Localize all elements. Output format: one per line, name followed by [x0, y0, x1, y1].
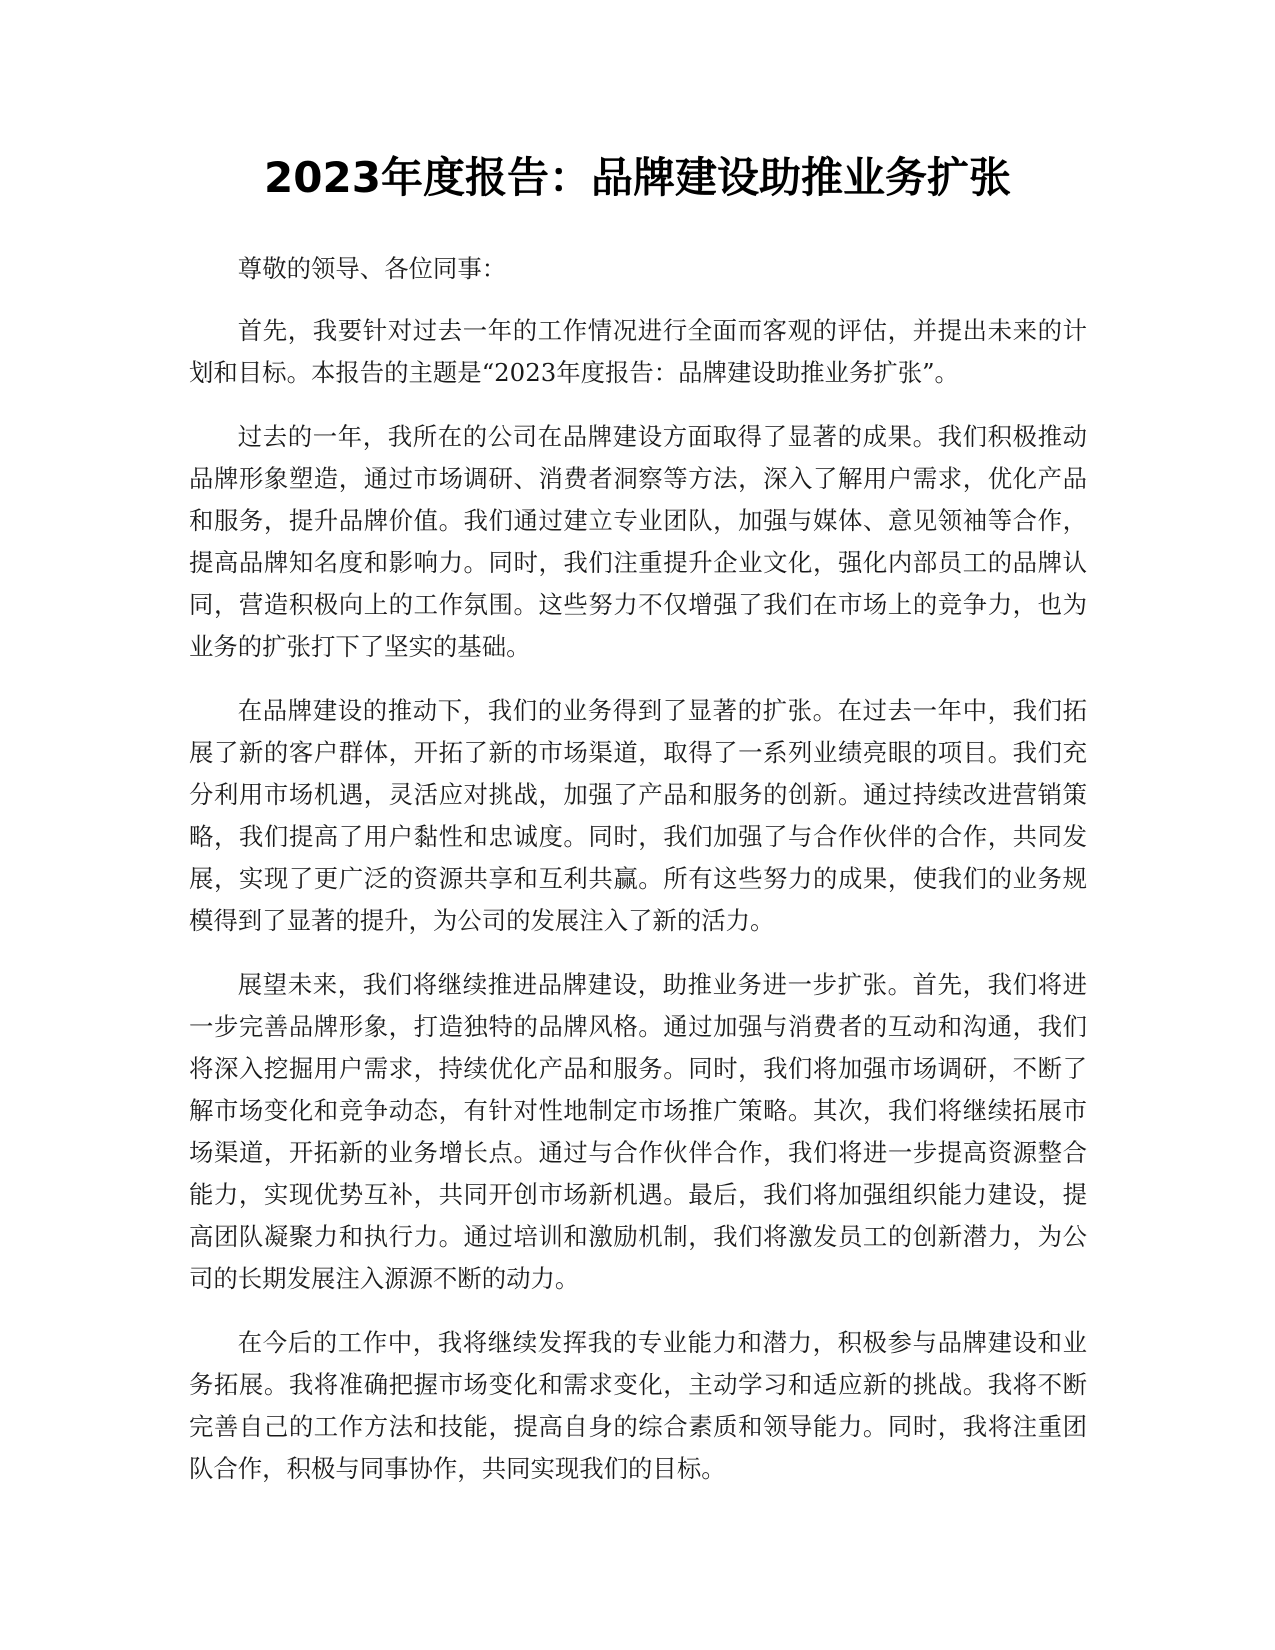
paragraph-intro: 首先，我要针对过去一年的工作情况进行全面而客观的评估，并提出未来的计划和目标。本报告的主题是“2023年度报告：品牌建设助推业务扩张”。 — [189, 316, 1087, 387]
paragraph-outlook: 展望未来，我们将继续推进品牌建设，助推业务进一步扩张。首先，我们将进一步完善品牌形象，打造独特的品牌风格。通过加强与消费者的互动和沟通，我们将深入挖掘用户需求，持续优化产品和服务。同时，我们将加强市场调研，不断了解市场变化和竞争动态，有针对性地制定市场推广策略。其次，我们将继续拓展市场渠道，开拓新的业务增长点。通过与合作伙伴合作，我们将进一步提高资源整合能力，实现优势互补，共同开创市场新机遇。最后，我们将加强组织能力建设，提高团队凝聚力和执行力。通过培训和激励机制，我们将激发员工的创新潜力，为公司的长期发展注入源源不断的动力。 — [189, 970, 1087, 1293]
paragraph-brand-building: 过去的一年，我所在的公司在品牌建设方面取得了显著的成果。我们积极推动品牌形象塑造，通过市场调研、消费者洞察等方法，深入了解用户需求，优化产品和服务，提升品牌价值。我们通过建立专业团队，加强与媒体、意见领袖等合作，提高品牌知名度和影响力。同时，我们注重提升企业文化，强化内部员工的品牌认同，营造积极向上的工作氛围。这些努力不仅增强了我们在市场上的竞争力，也为业务的扩张打下了坚实的基础。 — [189, 422, 1087, 661]
document-body — [189, 248, 1087, 1512]
document-title: 2023年度报告：品牌建设助推业务扩张 — [264, 153, 1011, 202]
paragraph-personal-commitment: 在今后的工作中，我将继续发挥我的专业能力和潜力，积极参与品牌建设和业务拓展。我将准确把握市场变化和需求变化，主动学习和适应新的挑战。我将不断完善自己的工作方法和技能，提高自身的综合素质和领导能力。同时，我将注重团队合作，积极与同事协作，共同实现我们的目标。 — [189, 1328, 1087, 1483]
salutation: 尊敬的领导、各位同事： — [237, 254, 507, 283]
paragraph-business-expansion: 在品牌建设的推动下，我们的业务得到了显著的扩张。在过去一年中，我们拓展了新的客户群体，开拓了新的市场渠道，取得了一系列业绩亮眼的项目。我们充分利用市场机遇，灵活应对挑战，加强了产品和服务的创新。通过持续改进营销策略，我们提高了用户黏性和忠诚度。同时，我们加强了与合作伙伴的合作，共同发展，实现了更广泛的资源共享和互利共赢。所有这些努力的成果，使我们的业务规模得到了显著的提升，为公司的发展注入了新的活力。 — [189, 696, 1087, 935]
